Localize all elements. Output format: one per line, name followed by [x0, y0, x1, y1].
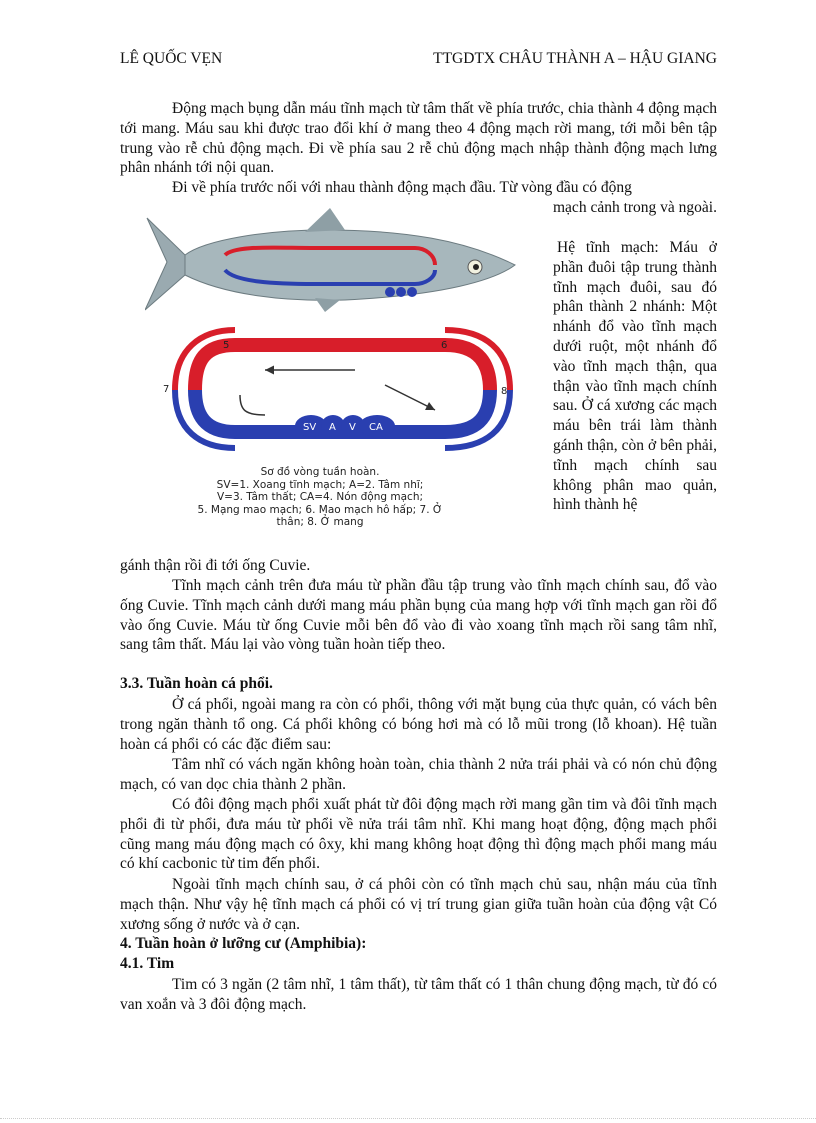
- label-ca: CA: [369, 422, 383, 433]
- label-v: V: [349, 422, 356, 433]
- heading-4: 4. Tuần hoàn ở lưỡng cư (Amphibia):: [120, 935, 367, 952]
- figure-caption: [145, 466, 495, 529]
- label-6: 6: [441, 340, 448, 351]
- author-name: LÊ QUỐC VẸN: [120, 50, 223, 67]
- label-5: 5: [223, 340, 230, 351]
- circulation-figure: [145, 200, 525, 555]
- paragraph-heart: Tim có 3 ngăn (2 tâm nhĩ, 1 tâm thất), từ tâm thất có 1 thân chung động mạch, từ đó có van xoắn và 3 đôi động mạch.: [120, 976, 717, 1013]
- fish-circulation-diagram: [145, 200, 525, 460]
- paragraph-carotid: mạch cảnh trong và ngoài.: [553, 199, 717, 216]
- paragraph-atrium: Tâm nhĩ có vách ngăn không hoàn toàn, chia thành 2 nửa trái phải và có nón chủ động mạch, có van dọc chia thành 2 phần.: [120, 756, 717, 793]
- heading-4-1: 4.1. Tim: [120, 955, 175, 972]
- paragraph-ventral-aorta: Động mạch bụng dẫn máu tĩnh mạch từ tâm thất về phía trước, chia thành 4 động mạch tới mang. Máu sau khi được trao đổi khí ở mang theo 4 động mạch rời mang, tới mỗi bên tập trung vào rễ chủ động mạch. Đi về phía sau 2 rễ chủ động mạch nhập thành động mạch lưng phân nhánh tới nội quan.: [120, 100, 717, 177]
- paragraph-posterior-vena: Ngoài tĩnh mạch chính sau, ở cá phôi còn có tĩnh mạch chủ sau, nhận máu của tĩnh mạch thận. Như vậy hệ tĩnh mạch cá phổi có vị trí trung gian giữa tuần hoàn của động vật Có xương sống ở nước và ở cạn.: [120, 876, 717, 933]
- caption-line: thân; 8. Ở mang: [276, 516, 364, 529]
- caption-line: SV=1. Xoang tĩnh mạch; A=2. Tâm nhĩ;: [216, 478, 424, 491]
- fish-illustration: [145, 208, 515, 312]
- caption-line: 5. Mạng mao mạch; 6. Mao mạch hô hấp; 7. Ở: [197, 503, 443, 516]
- caption-line: Sơ đồ vòng tuần hoàn.: [260, 466, 380, 478]
- circulation-loop: [163, 330, 510, 448]
- label-sv: SV: [303, 422, 317, 433]
- label-a: A: [329, 422, 336, 433]
- label-8: 8: [501, 386, 508, 397]
- paragraph-cuvie: gánh thận rồi đi tới ống Cuvie.: [120, 557, 311, 574]
- heading-3-3: 3.3. Tuần hoàn cá phổi.: [120, 675, 273, 692]
- caption-line: V=3. Tâm thất; CA=4. Nón động mạch;: [216, 491, 424, 504]
- paragraph-jugular: Tĩnh mạch cảnh trên đưa máu từ phần đầu tập trung vào tĩnh mạch chính sau, đổ vào ống Cuvie. Tĩnh mạch cảnh dưới mang máu phần bụng của mang hợp với tĩnh mạch gan rồi đổ vào ống Cuvie. Máu từ ống Cuvie mỗi bên đổ vào đi vào xoang tĩnh mạch rồi sang tâm nhĩ, sang tâm thất. Máu lại vào vòng tuần hoàn tiếp theo.: [120, 577, 717, 654]
- page-header: [120, 50, 717, 72]
- label-7: 7: [163, 384, 170, 395]
- paragraph-venous-system: Hệ tĩnh mạch: Máu ở phần đuôi tập trung thành tĩnh mạch đuôi, sau đó phân thành 2 nhánh: Một nhánh đổ vào tĩnh mạch dưới ruột, một nhánh đổ vào tĩnh mạch thận, qua thận vào tĩnh mạch chính sau. Ở cá xương các mạch máu bên trái làm thành gánh thận, còn ở bên phải, tĩnh mạch chính sau không phân mao quản, hình thành hệ: [553, 239, 717, 514]
- paragraph-pulmonary: Có đôi động mạch phổi xuất phát từ đôi động mạch rời mang gần tim và đôi tĩnh mạch phổi đi từ phổi, đưa máu từ phổi về nửa trái tâm nhĩ. Khi mang hoạt động, động mạch phổi cũng mang máu động mạch có ôxy, khi mang không hoạt động thì động mạch phổi mang máu có khí cacbonic từ tim đến phổi.: [120, 796, 717, 873]
- page-bottom-border: [0, 1118, 816, 1119]
- institution-name: TTGDTX CHÂU THÀNH A – HẬU GIANG: [433, 50, 717, 67]
- paragraph-head-artery: Đi về phía trước nối với nhau thành động mạch đầu. Từ vòng đầu có động: [172, 179, 632, 196]
- paragraph-lungfish: Ở cá phổi, ngoài mang ra còn có phổi, thông với mặt bụng của thực quản, có vách bên trong ngăn thành tổ ong. Cá phổi không có bóng hơi mà có lỗ mũi trong (lỗ khoan). Hệ tuần hoàn cá phổi có các đặc điểm sau:: [120, 696, 717, 753]
